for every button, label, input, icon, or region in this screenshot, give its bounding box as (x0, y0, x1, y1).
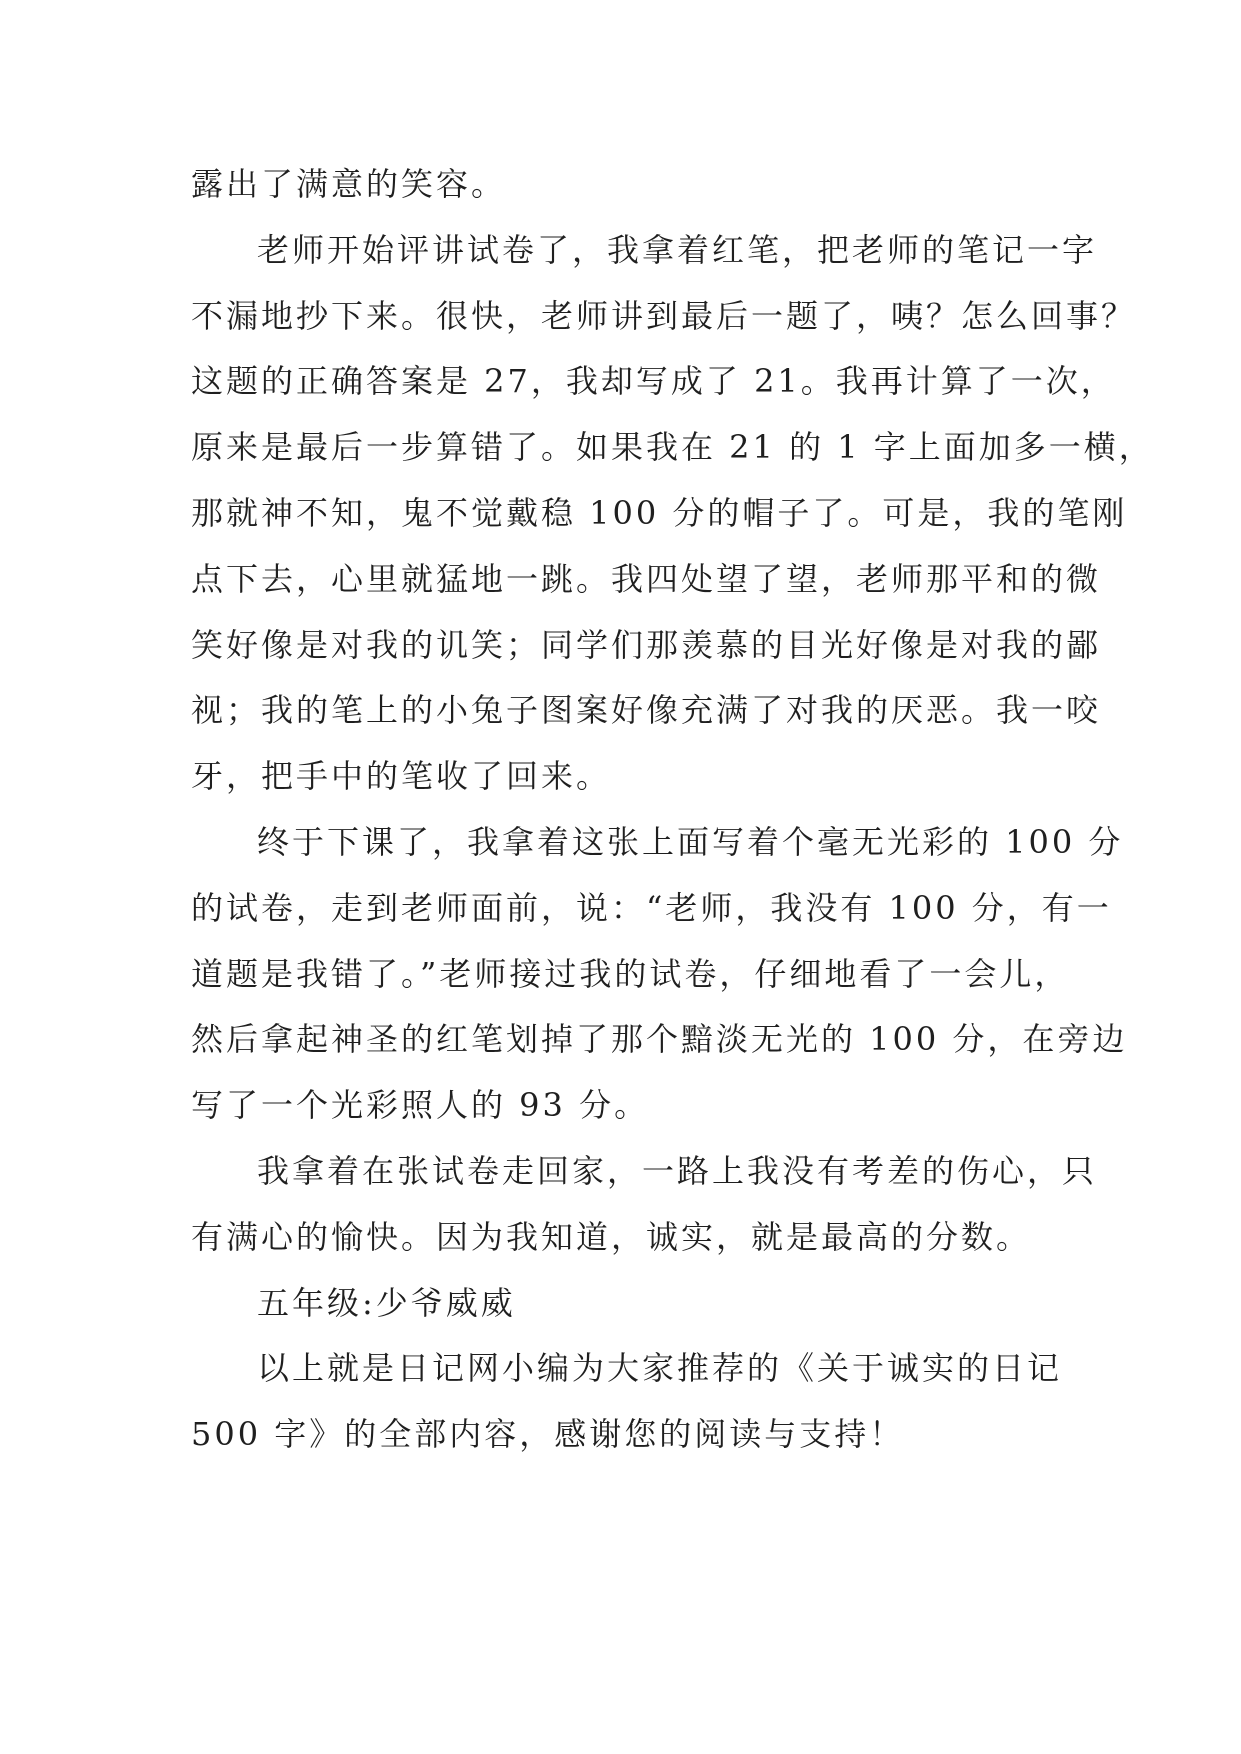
text-line: 然后拿起神圣的红笔划掉了那个黯淡无光的 100 分，在旁边 (191, 1020, 1128, 1059)
text-line: 的试卷，走到老师面前，说：“老师，我没有 100 分，有一 (191, 888, 1112, 927)
closing-note (191, 1336, 1063, 1468)
paragraph-1 (191, 152, 1051, 218)
text-line: 笑好像是对我的讥笑；同学们那羡慕的目光好像是对我的鄙 (191, 625, 1102, 664)
paragraph-2 (191, 218, 1154, 810)
author-line: 五年级:少爷威威 (257, 1283, 516, 1322)
paragraph-4 (191, 1139, 1098, 1271)
text-line: 露出了满意的笑容。 (191, 165, 507, 203)
document-body (191, 152, 1154, 1468)
text-line: 原来是最后一步算错了。如果我在 21 的 1 字上面加多一横， (191, 428, 1154, 467)
text-line: 我拿着在张试卷走回家，一路上我没有考差的伤心，只 (257, 1151, 1098, 1190)
text-line: 这题的正确答案是 27，我却写成了 21。我再计算了一次， (191, 362, 1116, 401)
paragraph-3 (191, 810, 1128, 1139)
text-line: 牙，把手中的笔收了回来。 (191, 757, 612, 796)
text-line: 老师开始评讲试卷了，我拿着红笔，把老师的笔记一字 (257, 230, 1098, 269)
text-line: 不漏地抄下来。很快，老师讲到最后一题了，咦？怎么回事？ (191, 296, 1137, 335)
text-line: 点下去，心里就猛地一跳。我四处望了望，老师那平和的微 (191, 559, 1102, 598)
text-line: 以上就是日记网小编为大家推荐的《关于诚实的日记 (257, 1349, 1063, 1388)
text-line: 500 字》的全部内容，感谢您的阅读与支持！ (191, 1415, 905, 1454)
text-line: 那就神不知，鬼不觉戴稳 100 分的帽子了。可是，我的笔刚 (191, 493, 1128, 532)
text-line: 写了一个光彩照人的 93 分。 (191, 1086, 650, 1125)
text-line: 终于下课了，我拿着这张上面写着个毫无光彩的 100 分 (257, 822, 1124, 861)
text-line: 有满心的愉快。因为我知道，诚实，就是最高的分数。 (191, 1217, 1032, 1256)
author-signature (191, 1271, 1051, 1337)
text-line: 视；我的笔上的小兔子图案好像充满了对我的厌恶。我一咬 (191, 691, 1102, 730)
text-line: 道题是我错了。”老师接过我的试卷，仔细地看了一会儿， (191, 954, 1070, 993)
